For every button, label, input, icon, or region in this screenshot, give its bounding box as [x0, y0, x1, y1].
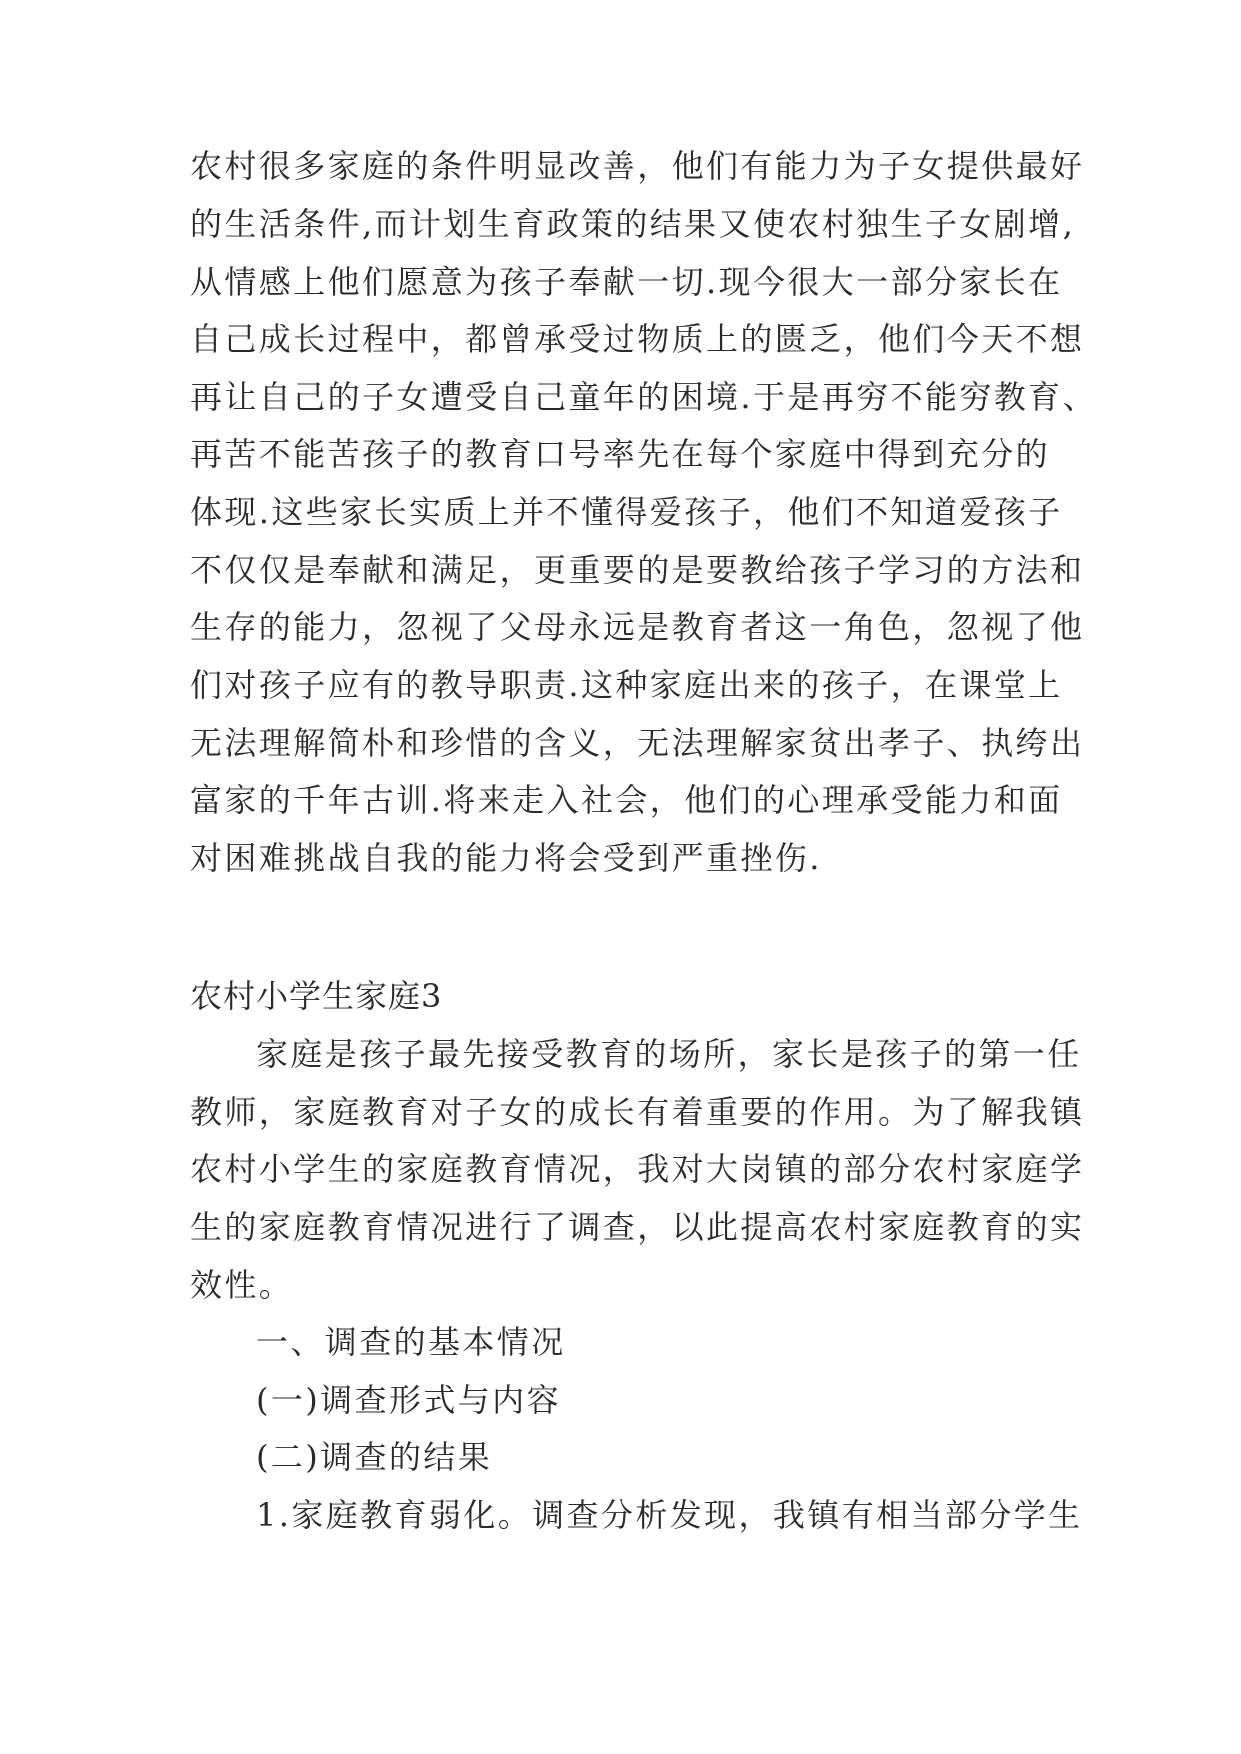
paragraph-line: 农村小学生的家庭教育情况，我对大岗镇的部分农村家庭学: [190, 1150, 1085, 1188]
paragraph-line: 从情感上他们愿意为孩子奉献一切.现今很大一部分家长在: [190, 263, 1063, 301]
paragraph-line: 不仅仅是奉献和满足，更重要的是要教给孩子学习的方法和: [190, 551, 1085, 589]
paragraph-line: 体现.这些家长实质上并不懂得爱孩子，他们不知道爱孩子: [190, 493, 1063, 531]
outline-item: 一、调查的基本情况: [256, 1323, 566, 1361]
paragraph-line: 们对孩子应有的教导职责.这种家庭出来的孩子，在课堂上: [190, 666, 1063, 704]
section-heading: 农村小学生家庭3: [190, 977, 443, 1015]
paragraph-line: 自己成长过程中，都曾承受过物质上的匮乏，他们今天不想: [190, 320, 1085, 358]
paragraph-line: 农村很多家庭的条件明显改善，他们有能力为子女提供最好: [190, 147, 1085, 185]
paragraph-line: 教师，家庭教育对子女的成长有着重要的作用。为了解我镇: [190, 1093, 1085, 1131]
paragraph-line: 再让自己的子女遭受自己童年的困境.于是再穷不能穷教育、: [190, 378, 1097, 416]
paragraph-line: 再苦不能苦孩子的教育口号率先在每个家庭中得到充分的: [190, 435, 1051, 473]
paragraph-line: 生的家庭教育情况进行了调查，以此提高农村家庭教育的实: [190, 1208, 1085, 1246]
outline-item: 1.家庭教育弱化。调查分析发现，我镇有相当部分学生: [256, 1496, 1083, 1534]
paragraph-line: 对困难挑战自我的能力将会受到严重挫伤.: [190, 839, 822, 877]
paragraph-line: 无法理解简朴和珍惜的含义，无法理解家贫出孝子、执绔出: [190, 724, 1085, 762]
outline-item: (二)调查的结果: [256, 1438, 493, 1476]
outline-item: (一)调查形式与内容: [256, 1381, 561, 1419]
paragraph-line: 的生活条件,而计划生育政策的结果又使农村独生子女剧增,: [190, 205, 1076, 243]
paragraph-line: 效性。: [190, 1266, 294, 1304]
paragraph-line: 家庭是孩子最先接受教育的场所，家长是孩子的第一任: [256, 1035, 1082, 1073]
paragraph-line: 生存的能力，忽视了父母永远是教育者这一角色，忽视了他: [190, 608, 1085, 646]
paragraph-line: 富家的千年古训.将来走入社会，他们的心理承受能力和面: [190, 781, 1063, 819]
